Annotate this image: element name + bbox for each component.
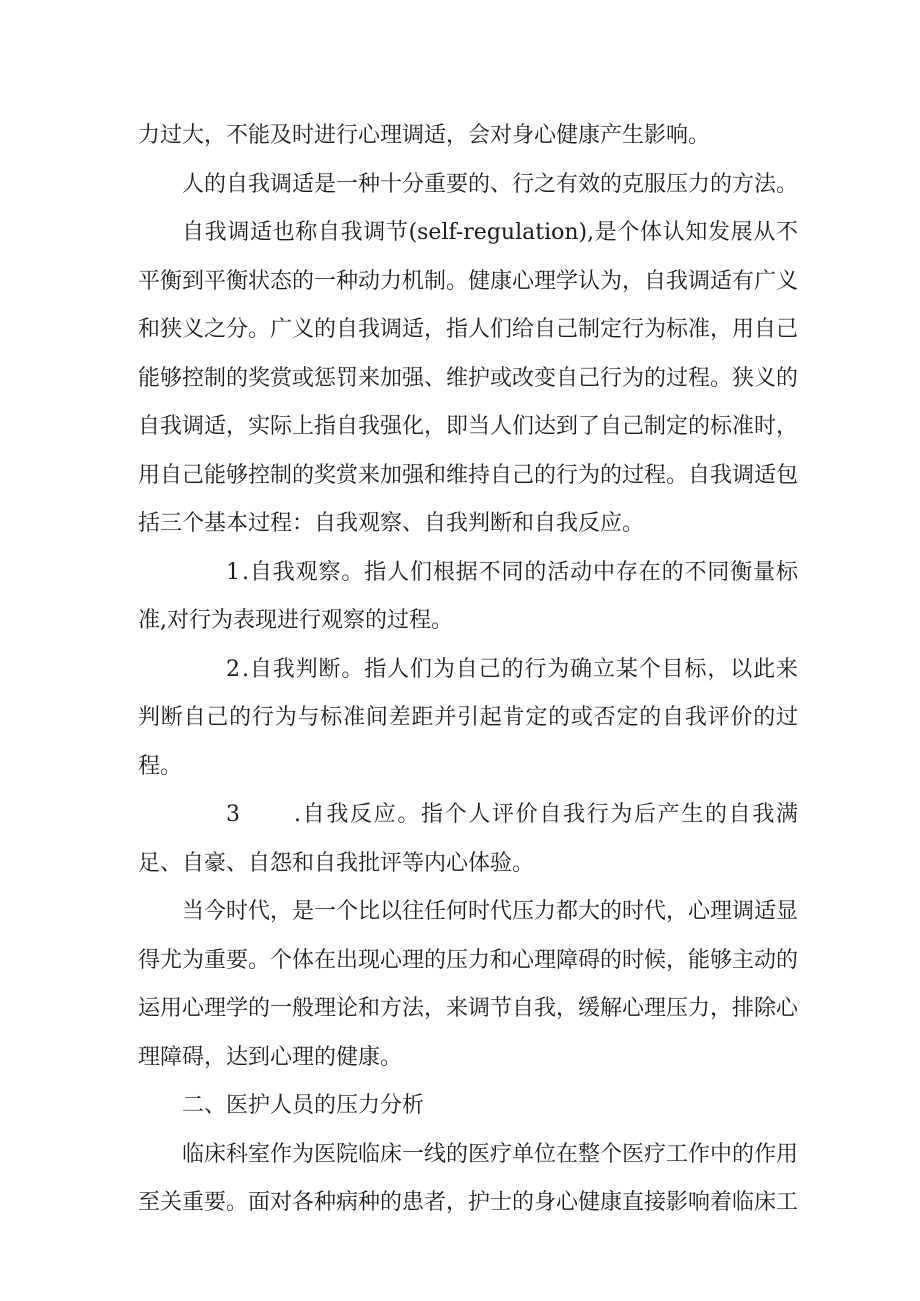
paragraph-modern-era: 当今时代，是一个比以往任何时代压力都大的时代，心理调适显得尤为重要。个体在出现心理的压力和心理障碍的时候，能够主动的运用心理学的一般理论和方法，来调节自我，缓解心理压力，排除心理障碍，达到心理的健康。 [138, 899, 799, 1070]
list-item-self-reaction [138, 791, 798, 888]
list-number: 1 [226, 559, 242, 585]
paragraph-self-adjustment-intro: 人的自我调适是一种十分重要的、行之有效的克服压力的方法。 [182, 171, 799, 197]
list-item-text: .自我观察。指人们根据不同的活动中存在的不同衡量标准,对行为表现进行观察的过程。 [138, 559, 798, 633]
paragraph-continuation: 力过大，不能及时进行心理调适，会对身心健康产生影响。 [138, 123, 711, 148]
paragraph-clinical-department: 临床科室作为医院临床一线的医疗单位在整个医疗工作中的作用至关重要。面对各种病种的患者，护士的身心健康直接影响着临床工 [138, 1141, 799, 1215]
list-item-self-judgment [138, 646, 798, 792]
paragraph-self-regulation-definition: 自我调适也称自我调节(self-regulation),是个体认知发展从不平衡到平衡状态的一种动力机制。健康心理学认为，自我调适有广义和狭义之分。广义的自我调适，指人们给自己制定行为标准，用自己能够控制的奖赏或惩罚来加强、维护或改变自己行为的过程。狭义的自我调适，实际上指自我强化，即当人们达到了自己制定的标准时，用自己能够控制的奖赏来加强和维持自己的行为的过程。自我调适包括三个基本过程：自我观察、自我判断和自我反应。 [138, 220, 799, 536]
list-number: 3 [226, 802, 242, 827]
document-body [138, 112, 798, 1228]
list-number: 2 [226, 656, 242, 682]
list-item-text: .自我判断。指人们为自己的行为确立某个目标，以此来判断自己的行为与标准间差距并引起肯定的或否定的自我评价的过程。 [138, 656, 798, 779]
section-heading-medical-staff-stress: 二、医护人员的压力分析 [182, 1093, 425, 1118]
list-item-text: .自我反应。指个人评价自我行为后产生的自我满足、自豪、自怨和自我批评等内心体验。 [138, 802, 798, 876]
list-item-self-observation [138, 549, 798, 646]
